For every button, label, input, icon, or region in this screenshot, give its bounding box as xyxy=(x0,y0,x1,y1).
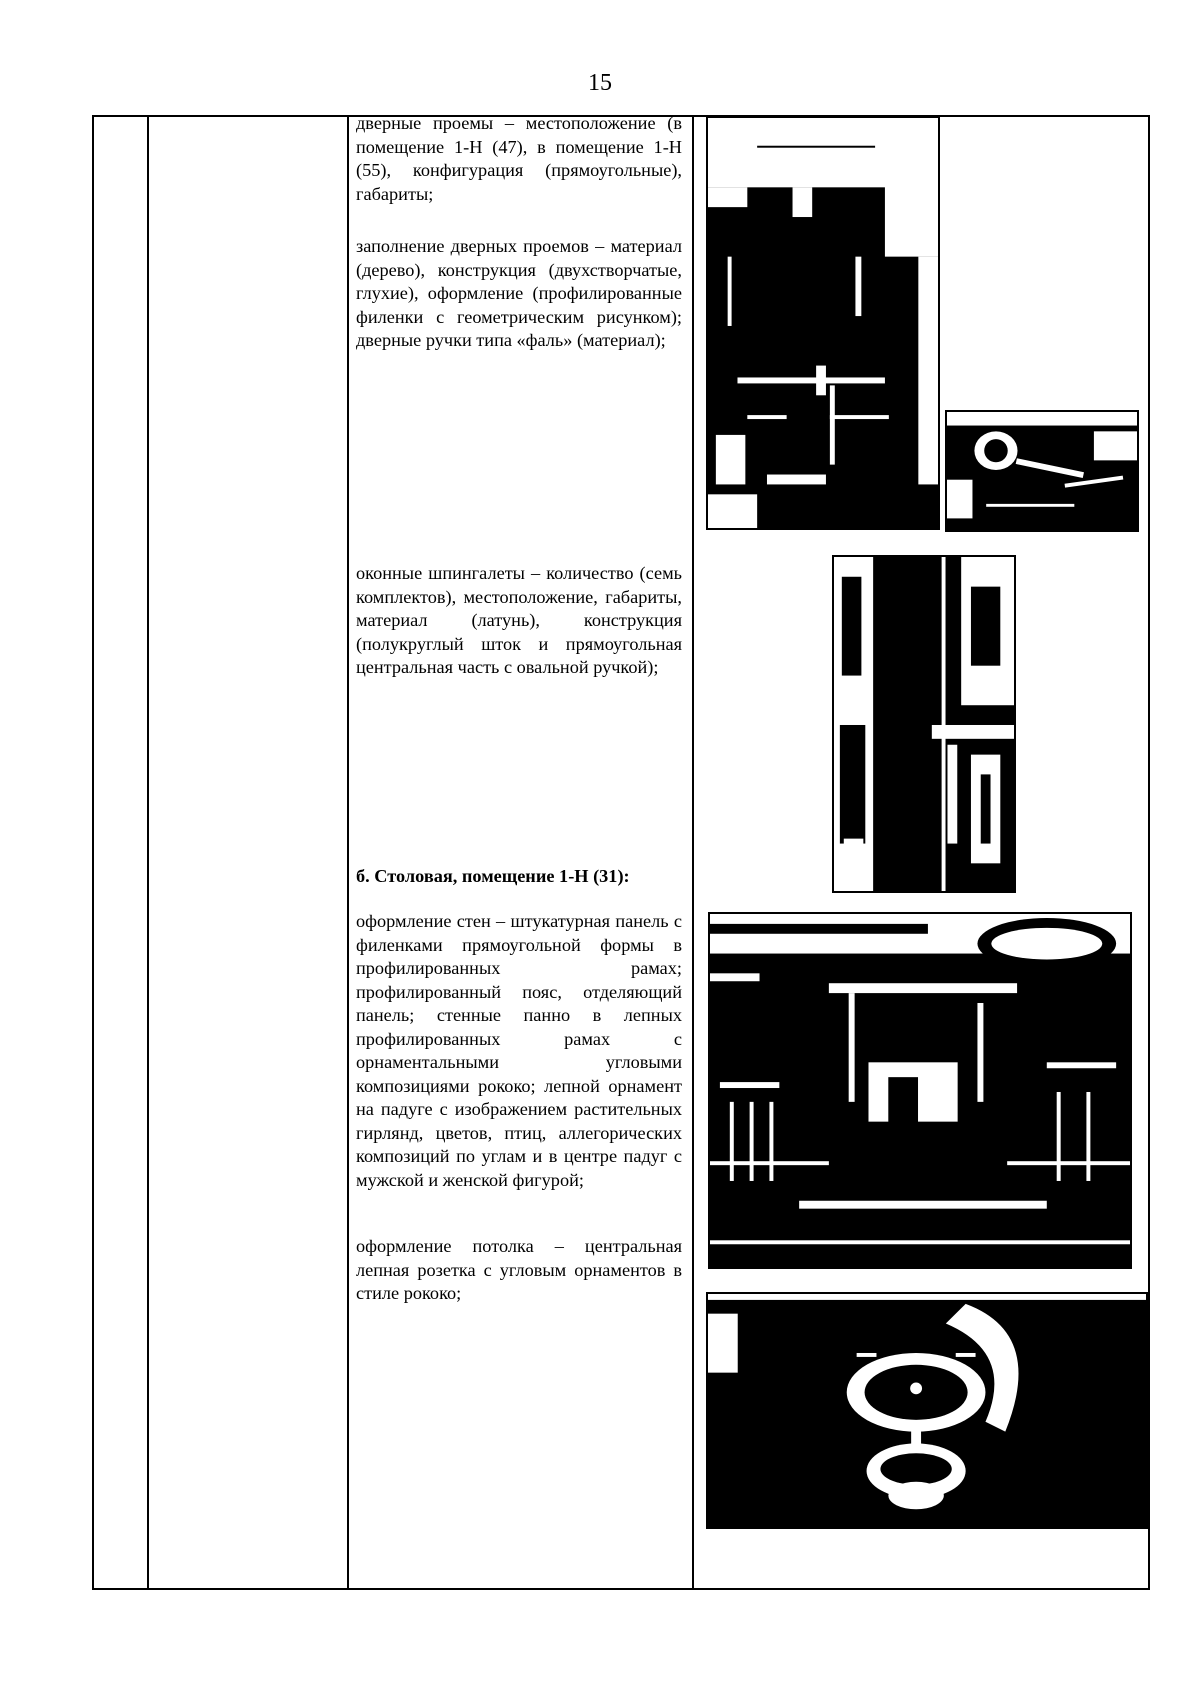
walls-text: оформление стен – штукатурная панель с филенками прямоугольной формы в профилированных рамах; профилированный пояс, отделяющий панель; стенные панно в лепных профилированных рамах с орнаментальными угловыми композициями рококо; лепной орнамент на падуге с изображением растительных гирлянд, цветов, птиц, аллегорических композиций по углам и в центре падуг с мужской и женской фигурой; xyxy=(356,911,682,1190)
section-heading: б. Столовая, помещение 1-Н (31): xyxy=(356,866,630,886)
window-latches-text: оконные шпингалеты – количество (семь комплектов), местоположение, габариты, материал (латунь), конструкция (полукруглый шток и прямоугольная центральная часть с овальной ручкой); xyxy=(356,563,682,677)
door-fill-text: заполнение дверных проемов – материал (дерево), конструкция (двухстворчатые, глухие), оформление (профилированные филенки с геометрическим рисунком); дверные ручки типа «фаль» (материал); xyxy=(356,236,682,350)
ceiling-text: оформление потолка – центральная лепная розетка с угловым орнаментов в стиле рококо; xyxy=(356,1236,682,1303)
window-latch-photo xyxy=(832,555,1016,893)
page-number: 15 xyxy=(588,70,612,96)
door-photo xyxy=(706,116,940,530)
door-handle-photo xyxy=(945,410,1139,532)
ceiling-rosette-photo xyxy=(706,1292,1148,1529)
door-openings-text: дверные проемы – местоположение (в помещение 1-Н (47), в помещение 1-Н (55), конфигурация (прямоугольные), габариты; xyxy=(356,113,682,204)
column-divider-1 xyxy=(147,117,149,1588)
column-divider-3 xyxy=(692,117,694,1588)
column-divider-2 xyxy=(347,117,349,1588)
dining-room-photo xyxy=(708,912,1132,1269)
